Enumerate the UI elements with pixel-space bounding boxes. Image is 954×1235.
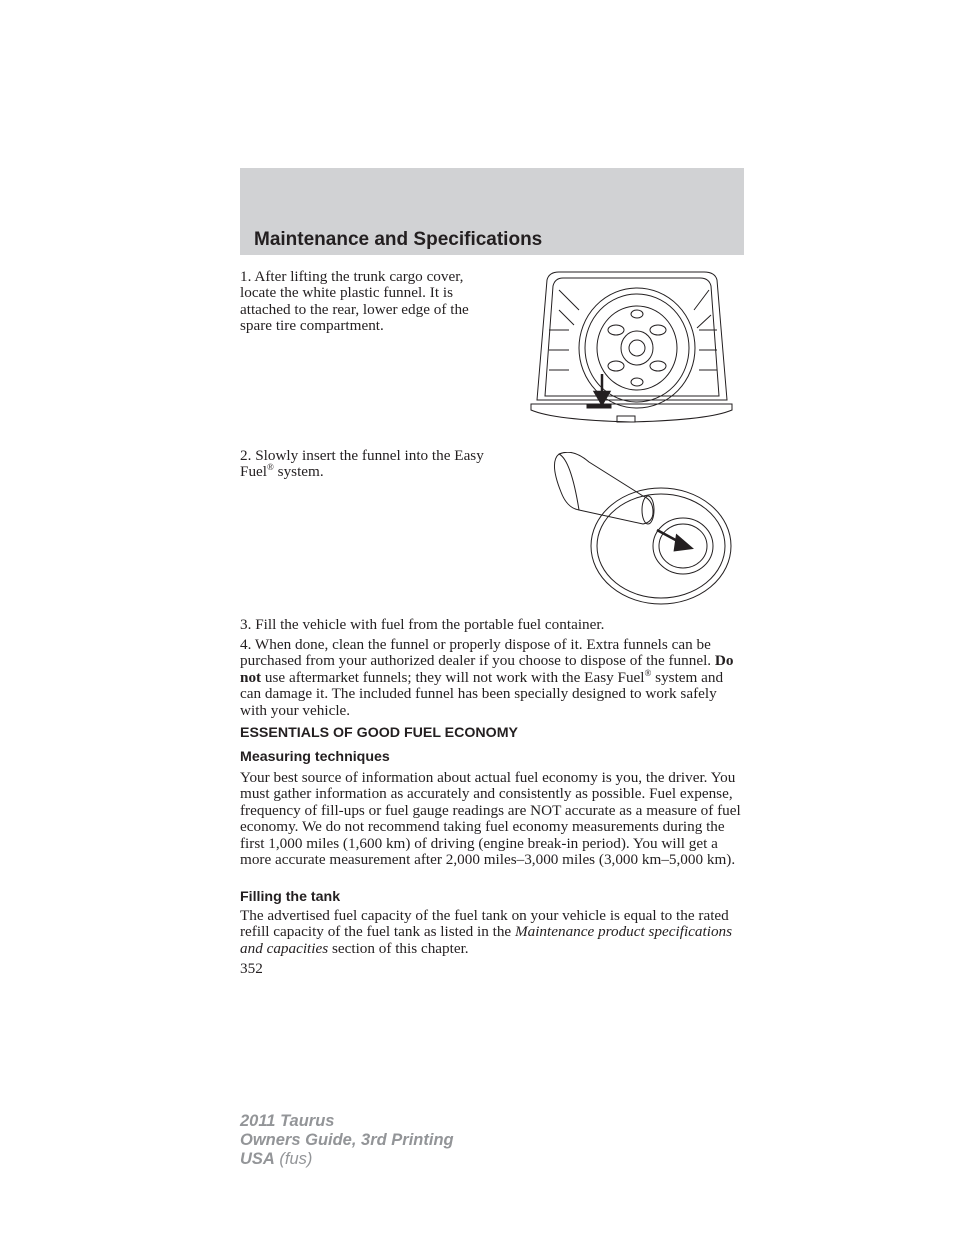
registered-mark: ® (644, 667, 652, 678)
filling-the-tank-heading: Filling the tank (240, 889, 341, 905)
measuring-techniques-text: Your best source of information about actual fuel economy is you, the driver. You must gather information as accurately and consistently as possible. Fuel expense, frequency of fill-ups or fuel gauge readings are NOT accurate as a measure of fuel economy. We do not recommend taking fuel economy measurements during the first 1,000 miles (1,600 km) of driving (engine break-in period). You will get a more accurate measurement after 2,000 miles–3,000 miles (3,000 km–5,000 km). (240, 769, 741, 869)
step-2-text-end: system. (273, 463, 324, 481)
registered-mark: ® (267, 462, 274, 473)
section-header-band (240, 168, 744, 255)
footer-code: (fus) (274, 1150, 313, 1168)
spare-tire-compartment-illustration (529, 270, 734, 428)
step-4-text-part-c: system and can damage it. The included funnel has been specially designed to work safely with your vehicle. (240, 668, 724, 719)
step-2-text-part: 2. Slowly insert the funnel into the Easy Fuel (240, 447, 484, 481)
section-heading: ESSENTIALS OF GOOD FUEL ECONOMY (240, 725, 518, 741)
page-number: 352 (240, 960, 263, 977)
footer-line-3 (240, 1150, 454, 1169)
funnel-insertion-illustration (553, 452, 733, 608)
footer-line-2: Owners Guide, 3rd Printing (240, 1131, 454, 1149)
step-4-warning: Do not (240, 652, 734, 686)
footer (240, 1112, 454, 1169)
page-title: Maintenance and Specifications (254, 229, 543, 250)
measuring-techniques-heading: Measuring techniques (240, 749, 390, 765)
step-1-text: 1. After lifting the trunk cargo cover, locate the white plastic funnel. It is attached to the rear, lower edge of the spare tire compartment. (240, 268, 469, 335)
filling-text-part-b: section of this chapter. (328, 939, 469, 957)
step-3-text: 3. Fill the vehicle with fuel from the portable fuel container. (240, 616, 605, 633)
footer-region: USA (240, 1150, 275, 1168)
footer-line-1: 2011 Taurus (240, 1112, 335, 1130)
cross-reference: Maintenance product specifications and capacities (240, 923, 733, 957)
step-2-text (240, 448, 490, 481)
step-4-text-part-b: use aftermarket funnels; they will not work with the Easy Fuel (261, 668, 645, 686)
step-4-text-part-a: 4. When done, clean the funnel or properly dispose of it. Extra funnels can be purchased from your authorized dealer if you choose to dispose of the funnel. (240, 636, 715, 670)
filling-the-tank-text (240, 908, 744, 957)
step-4-text (240, 637, 744, 719)
filling-text-part-a: The advertised fuel capacity of the fuel tank on your vehicle is equal to the rated refill capacity of the fuel tank as listed in the (240, 907, 729, 941)
